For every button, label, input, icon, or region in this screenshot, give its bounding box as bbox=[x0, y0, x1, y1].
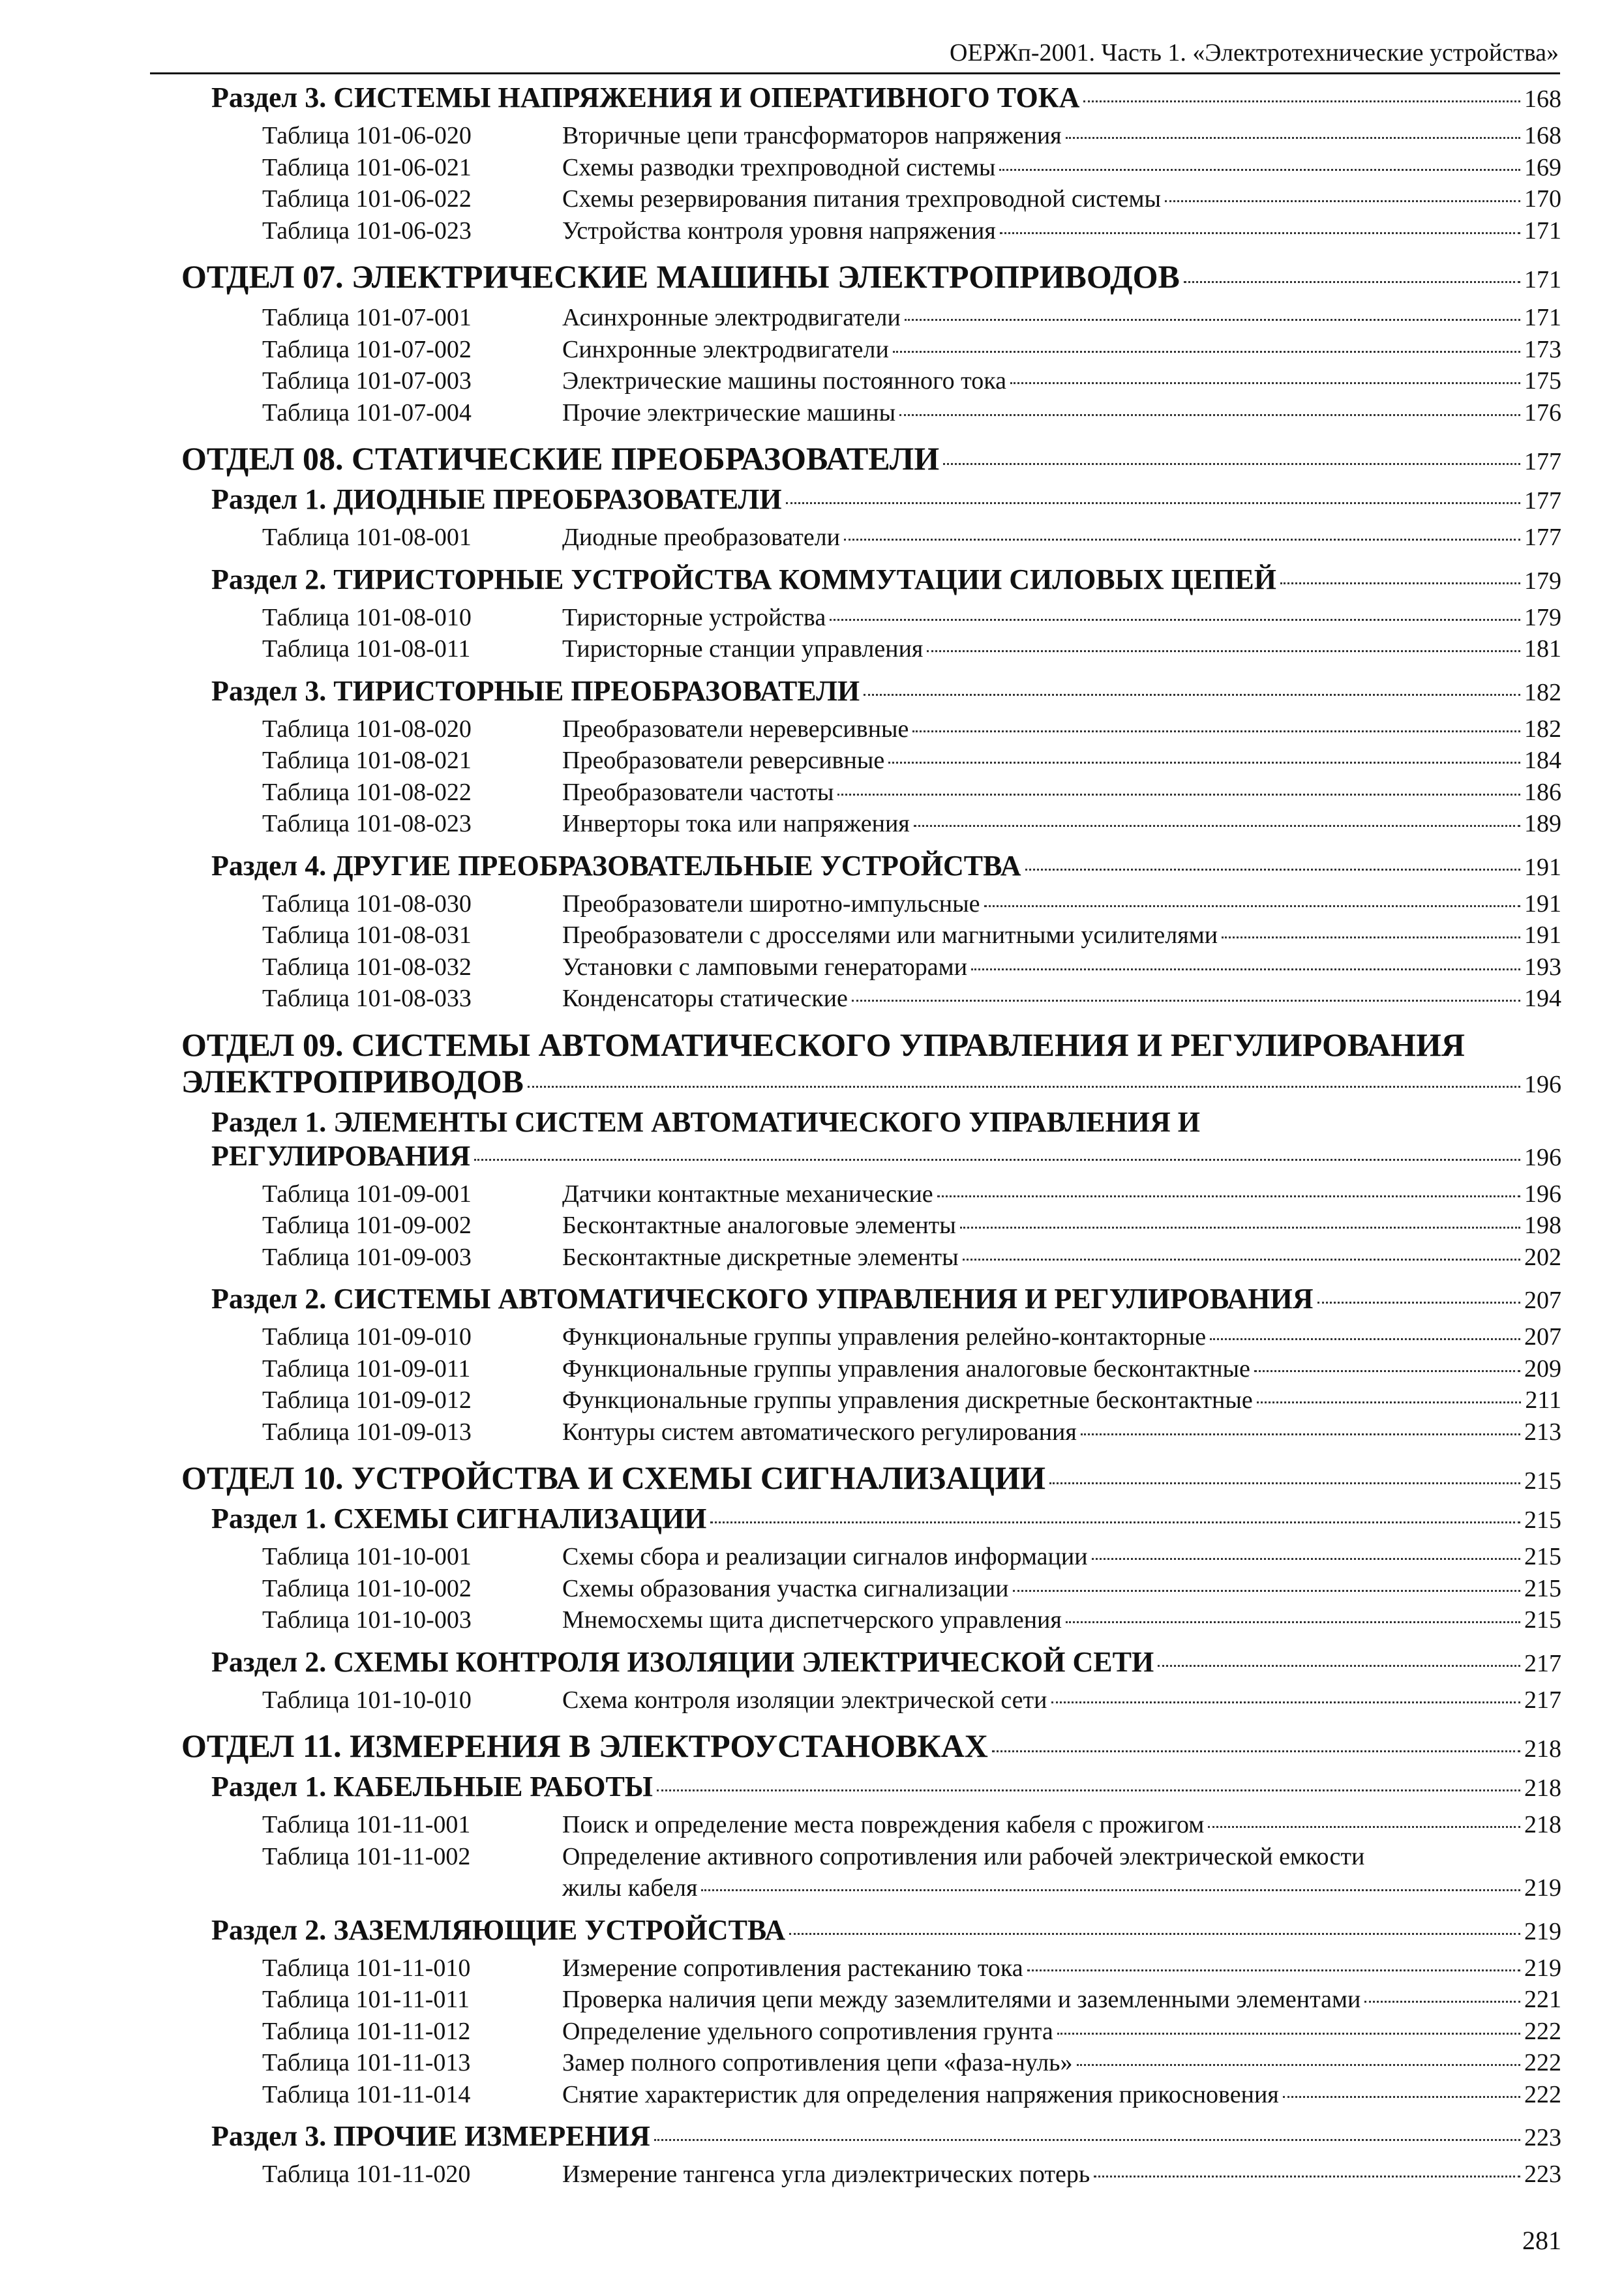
section-title: Раздел 2. СИСТЕМЫ АВТОМАТИЧЕСКОГО УПРАВЛЕНИЯ И РЕГУЛИРОВАНИЯ bbox=[211, 1283, 1314, 1315]
dot-leader bbox=[999, 169, 1520, 171]
table-code: Таблица 101-06-020 bbox=[262, 122, 472, 149]
table-title: Устройства контроля уровня напряжения bbox=[562, 217, 996, 245]
toc-table-entry[interactable] bbox=[181, 1541, 1561, 1573]
toc-table-entry[interactable] bbox=[181, 888, 1561, 920]
page-ref: 181 bbox=[1524, 635, 1561, 663]
dot-leader bbox=[1077, 2064, 1520, 2066]
table-code: Таблица 101-08-001 bbox=[262, 524, 472, 551]
dot-leader bbox=[937, 1195, 1520, 1197]
toc-table-entry[interactable] bbox=[181, 397, 1561, 429]
toc-table-entry[interactable] bbox=[181, 1604, 1561, 1636]
dot-leader bbox=[971, 968, 1520, 970]
page-ref: 213 bbox=[1524, 1418, 1561, 1446]
toc-department-entry[interactable] bbox=[181, 1728, 1561, 1767]
page-ref: 186 bbox=[1524, 778, 1561, 806]
toc-section-entry[interactable] bbox=[181, 1139, 1561, 1174]
toc-table-entry[interactable] bbox=[181, 1353, 1561, 1385]
dot-leader bbox=[1254, 1370, 1520, 1372]
table-title: Преобразователи нереверсивные bbox=[562, 715, 909, 743]
page-ref: 171 bbox=[1524, 304, 1561, 331]
table-title: Бесконтактные аналоговые элементы bbox=[562, 1212, 956, 1239]
section-title: Раздел 4. ДРУГИЕ ПРЕОБРАЗОВАТЕЛЬНЫЕ УСТРОЙСТВА bbox=[211, 849, 1021, 882]
table-code: Таблица 101-11-012 bbox=[262, 2017, 471, 2045]
dot-leader bbox=[1027, 1969, 1520, 1971]
table-title: Функциональные группы управления аналоговые бесконтактные bbox=[562, 1354, 1250, 1383]
dot-leader bbox=[963, 1259, 1520, 1261]
dot-leader bbox=[474, 1159, 1520, 1161]
dot-leader bbox=[789, 1933, 1520, 1935]
table-title: Тиристорные устройства bbox=[562, 603, 826, 631]
dot-leader bbox=[657, 1789, 1520, 1791]
section-title: Раздел 3. ТИРИСТОРНЫЕ ПРЕОБРАЗОВАТЕЛИ bbox=[211, 674, 860, 707]
toc-table-entry[interactable] bbox=[181, 777, 1561, 809]
page-ref: 218 bbox=[1524, 1735, 1561, 1763]
dot-leader bbox=[864, 694, 1520, 696]
dot-leader bbox=[1000, 232, 1520, 234]
toc-table-entry[interactable] bbox=[181, 1809, 1561, 1841]
department-title: ОТДЕЛ 11. ИЗМЕРЕНИЯ В ЭЛЕКТРОУСТАНОВКАХ bbox=[181, 1728, 988, 1764]
department-title: ОТДЕЛ 10. УСТРОЙСТВА И СХЕМЫ СИГНАЛИЗАЦИИ bbox=[181, 1459, 1045, 1496]
section-title: Раздел 2. ТИРИСТОРНЫЕ УСТРОЙСТВА КОММУТАЦИИ СИЛОВЫХ ЦЕПЕЙ bbox=[211, 563, 1276, 595]
table-code: Таблица 101-08-033 bbox=[262, 985, 472, 1012]
table-title: Схемы сбора и реализации сигналов информации bbox=[562, 1543, 1088, 1570]
section-title: Раздел 2. СХЕМЫ КОНТРОЛЯ ИЗОЛЯЦИИ ЭЛЕКТРИЧЕСКОЙ СЕТИ bbox=[211, 1645, 1154, 1678]
page-ref: 221 bbox=[1524, 1986, 1561, 2013]
toc-table-entry[interactable] bbox=[181, 1952, 1561, 1984]
table-code: Таблица 101-11-014 bbox=[262, 2080, 471, 2108]
toc-table-entry[interactable] bbox=[181, 365, 1561, 397]
table-title: Преобразователи широтно-импульсные bbox=[562, 890, 980, 918]
toc-department-entry[interactable] bbox=[181, 1459, 1561, 1499]
department-title: ОТДЕЛ 07. ЭЛЕКТРИЧЕСКИЕ МАШИНЫ ЭЛЕКТРОПРИВОДОВ bbox=[181, 258, 1180, 295]
table-title: Преобразователи с дросселями или магнитными усилителями bbox=[562, 921, 1218, 949]
page-ref: 211 bbox=[1525, 1386, 1561, 1414]
table-code: Таблица 101-10-001 bbox=[262, 1543, 472, 1570]
table-code: Таблица 101-11-001 bbox=[262, 1811, 471, 1838]
dot-leader bbox=[852, 1000, 1520, 1002]
toc-department-entry[interactable] bbox=[181, 440, 1561, 480]
toc-table-entry[interactable] bbox=[181, 1242, 1561, 1274]
toc-table-entry[interactable] bbox=[181, 1984, 1561, 2016]
toc-section-entry[interactable] bbox=[181, 1282, 1561, 1317]
table-code: Таблица 101-09-013 bbox=[262, 1418, 472, 1446]
table-title: Функциональные группы управления релейно-контакторные bbox=[562, 1323, 1207, 1351]
page-ref: 217 bbox=[1524, 1686, 1561, 1714]
section-title: Раздел 1. ДИОДНЫЕ ПРЕОБРАЗОВАТЕЛИ bbox=[211, 483, 782, 515]
toc-table-entry[interactable] bbox=[181, 2079, 1561, 2111]
toc-table-entry[interactable] bbox=[181, 302, 1561, 334]
page-ref: 179 bbox=[1524, 603, 1561, 631]
section-title: Раздел 3. СИСТЕМЫ НАПРЯЖЕНИЯ И ОПЕРАТИВНОГО ТОКА bbox=[211, 82, 1080, 113]
page-ref: 168 bbox=[1524, 122, 1561, 149]
table-title: Схемы разводки трехпроводной системы bbox=[562, 153, 996, 181]
page-ref: 170 bbox=[1524, 185, 1561, 213]
toc-table-entry[interactable] bbox=[181, 2047, 1561, 2079]
table-group bbox=[181, 884, 1561, 1015]
dot-leader bbox=[1094, 2176, 1520, 2177]
dot-leader bbox=[1010, 382, 1520, 384]
page-ref: 177 bbox=[1524, 487, 1561, 515]
page-ref: 207 bbox=[1524, 1323, 1561, 1351]
toc-table-entry[interactable] bbox=[181, 602, 1561, 634]
table-code: Таблица 101-09-012 bbox=[262, 1386, 472, 1414]
dot-leader bbox=[844, 539, 1520, 541]
toc-table-entry[interactable] bbox=[181, 808, 1561, 840]
dot-leader bbox=[1066, 137, 1520, 139]
toc-department-entry[interactable] bbox=[181, 258, 1561, 298]
dot-leader bbox=[1208, 1826, 1520, 1828]
table-code: Таблица 101-11-013 bbox=[262, 2049, 471, 2076]
table-title: Контуры систем автоматического регулирования bbox=[562, 1418, 1077, 1446]
page-ref: 189 bbox=[1524, 810, 1561, 837]
dot-leader bbox=[1081, 1433, 1520, 1435]
table-code: Таблица 101-09-003 bbox=[262, 1243, 472, 1271]
dot-leader bbox=[888, 762, 1520, 764]
table-group bbox=[181, 1174, 1561, 1274]
page-ref: 193 bbox=[1524, 953, 1561, 981]
page-ref: 207 bbox=[1524, 1287, 1561, 1314]
toc-section-entry[interactable] bbox=[181, 1645, 1561, 1681]
dot-leader bbox=[914, 825, 1520, 827]
table-code: Таблица 101-07-002 bbox=[262, 335, 472, 363]
dot-leader bbox=[960, 1227, 1520, 1229]
page-ref: 191 bbox=[1524, 921, 1561, 949]
toc-section-entry[interactable] bbox=[181, 849, 1561, 884]
page-ref: 202 bbox=[1524, 1243, 1561, 1271]
toc-department-entry[interactable] bbox=[181, 1063, 1561, 1103]
dot-leader bbox=[943, 463, 1520, 465]
table-title: Измерение сопротивления растеканию тока bbox=[562, 1954, 1023, 1982]
table-code: Таблица 101-11-011 bbox=[262, 1986, 470, 2013]
page-ref: 169 bbox=[1524, 153, 1561, 181]
section-title: Раздел 2. ЗАЗЕМЛЯЮЩИЕ УСТРОЙСТВА bbox=[211, 1913, 786, 1946]
table-code: Таблица 101-08-032 bbox=[262, 953, 472, 981]
table-title: Измерение тангенса угла диэлектрических потерь bbox=[562, 2161, 1090, 2188]
table-code: Таблица 101-06-021 bbox=[262, 153, 472, 181]
page-ref: 168 bbox=[1524, 85, 1561, 113]
section-title: Раздел 1. СХЕМЫ СИГНАЛИЗАЦИИ bbox=[211, 1503, 707, 1534]
page-ref: 191 bbox=[1524, 853, 1561, 881]
dot-leader bbox=[1283, 2096, 1520, 2098]
table-code: Таблица 101-11-010 bbox=[262, 1954, 471, 1982]
toc-section-entry[interactable] bbox=[181, 2119, 1561, 2155]
table-title: Диодные преобразователи bbox=[562, 524, 841, 551]
table-title: Установки с ламповыми генераторами bbox=[562, 953, 968, 981]
toc-section-entry[interactable] bbox=[181, 81, 1561, 116]
department-title: ОТДЕЛ 08. СТАТИЧЕСКИЕ ПРЕОБРАЗОВАТЕЛИ bbox=[181, 440, 940, 477]
table-code: Таблица 101-09-010 bbox=[262, 1323, 472, 1351]
table-code: Таблица 101-07-003 bbox=[262, 367, 472, 395]
toc-section-entry[interactable] bbox=[181, 1913, 1561, 1949]
toc-table-entry[interactable] bbox=[181, 1384, 1561, 1416]
table-title: Преобразователи частоты bbox=[562, 778, 834, 806]
toc-table-entry[interactable] bbox=[181, 713, 1561, 745]
dot-leader bbox=[1057, 2033, 1520, 2035]
dot-leader bbox=[1257, 1401, 1522, 1403]
table-title-line2: жилы кабеля bbox=[562, 1874, 698, 1902]
toc-table-entry[interactable] bbox=[181, 1684, 1561, 1716]
table-title: Функциональные группы управления дискретные бесконтактные bbox=[562, 1386, 1253, 1414]
toc-section-entry[interactable] bbox=[181, 1502, 1561, 1537]
toc-section-entry[interactable] bbox=[181, 483, 1561, 518]
table-code: Таблица 101-09-002 bbox=[262, 1212, 472, 1239]
page-ref: 219 bbox=[1524, 1917, 1561, 1945]
toc-section-entry[interactable] bbox=[181, 1770, 1561, 1805]
section-title-line1[interactable]: Раздел 1. ЭЛЕМЕНТЫ СИСТЕМ АВТОМАТИЧЕСКОГО УПРАВЛЕНИЯ И bbox=[211, 1105, 1201, 1138]
page-ref: 191 bbox=[1524, 890, 1561, 918]
table-title: Бесконтактные дискретные элементы bbox=[562, 1243, 959, 1271]
table-group bbox=[181, 1537, 1561, 1636]
table-code: Таблица 101-11-020 bbox=[262, 2161, 471, 2188]
dot-leader bbox=[1222, 936, 1520, 938]
table-title: Конденсаторы статические bbox=[562, 985, 848, 1012]
table-title: Определение удельного сопротивления грунта bbox=[562, 2017, 1053, 2045]
table-title: Датчики контактные механические bbox=[562, 1180, 933, 1208]
dot-leader bbox=[1364, 2001, 1520, 2003]
page-ref: 215 bbox=[1524, 1467, 1561, 1495]
table-title: Асинхронные электродвигатели bbox=[562, 304, 901, 331]
page-ref: 222 bbox=[1524, 2080, 1561, 2108]
toc-table-entry[interactable] bbox=[181, 745, 1561, 777]
table-group bbox=[181, 2155, 1561, 2191]
dot-leader bbox=[1317, 1302, 1521, 1304]
table-code: Таблица 101-08-021 bbox=[262, 747, 472, 774]
table-title: Синхронные электродвигатели bbox=[562, 335, 889, 363]
toc-table-entry[interactable] bbox=[181, 2159, 1561, 2191]
dot-leader bbox=[1013, 1590, 1520, 1592]
table-title: Преобразователи реверсивные bbox=[562, 747, 885, 774]
page-ref: 215 bbox=[1524, 1543, 1561, 1570]
page-ref: 219 bbox=[1524, 1954, 1561, 1982]
page-ref: 219 bbox=[1524, 1874, 1561, 1902]
page-ref: 217 bbox=[1524, 1649, 1561, 1677]
table-code: Таблица 101-08-031 bbox=[262, 921, 472, 949]
dot-leader bbox=[1210, 1338, 1520, 1340]
toc-table-entry[interactable] bbox=[181, 951, 1561, 983]
page-ref: 222 bbox=[1524, 2017, 1561, 2045]
section-title-line2: РЕГУЛИРОВАНИЯ bbox=[211, 1139, 471, 1172]
table-group bbox=[181, 1681, 1561, 1716]
table-group bbox=[181, 298, 1561, 428]
dot-leader bbox=[701, 1889, 1520, 1891]
dot-leader bbox=[912, 730, 1520, 732]
table-title: Замер полного сопротивления цепи «фаза-нуль» bbox=[562, 2049, 1073, 2076]
table-code: Таблица 101-07-001 bbox=[262, 304, 472, 331]
dot-leader bbox=[893, 351, 1520, 353]
page-ref: 173 bbox=[1524, 335, 1561, 363]
table-group bbox=[181, 1949, 1561, 2111]
dot-leader bbox=[786, 502, 1520, 504]
page-ref: 182 bbox=[1524, 715, 1561, 743]
dot-leader bbox=[1051, 1701, 1521, 1703]
toc-table-entry[interactable] bbox=[181, 1210, 1561, 1242]
table-code: Таблица 101-06-022 bbox=[262, 185, 472, 213]
dot-leader bbox=[1083, 100, 1520, 102]
table-title: Схемы образования участка сигнализации bbox=[562, 1574, 1009, 1602]
toc-section-entry[interactable] bbox=[181, 563, 1561, 598]
table-group bbox=[181, 518, 1561, 554]
page-ref: 222 bbox=[1524, 2049, 1561, 2076]
page-ref: 223 bbox=[1524, 2124, 1561, 2151]
section-title: Раздел 1. КАБЕЛЬНЫЕ РАБОТЫ bbox=[211, 1771, 654, 1803]
page-ref: 218 bbox=[1524, 1811, 1561, 1838]
dot-leader bbox=[984, 905, 1520, 907]
toc-table-entry[interactable] bbox=[181, 215, 1561, 247]
table-title: Снятие характеристик для определения напряжения прикосновения bbox=[562, 2080, 1279, 2108]
toc-table-entry[interactable] bbox=[181, 1573, 1561, 1605]
toc-table-entry[interactable] bbox=[181, 1321, 1561, 1353]
dot-leader bbox=[1049, 1482, 1520, 1484]
toc-section-entry[interactable] bbox=[181, 674, 1561, 710]
table-code: Таблица 101-08-010 bbox=[262, 603, 472, 631]
page-ref: 215 bbox=[1524, 1574, 1561, 1602]
table-title: Схема контроля изоляции электрической сети bbox=[562, 1686, 1047, 1714]
page-ref: 171 bbox=[1524, 266, 1561, 293]
dot-leader bbox=[992, 1750, 1520, 1752]
table-title: Тиристорные станции управления bbox=[562, 635, 924, 663]
table-code: Таблица 101-08-023 bbox=[262, 810, 472, 837]
page-ref: 196 bbox=[1524, 1180, 1561, 1208]
dot-leader bbox=[837, 794, 1520, 796]
toc-table-entry-line1[interactable] bbox=[181, 1841, 1561, 1873]
toc-table-entry[interactable] bbox=[181, 1178, 1561, 1210]
toc-table-entry[interactable] bbox=[181, 920, 1561, 951]
page-number: 281 bbox=[1522, 2226, 1561, 2255]
table-code: Таблица 101-11-002 bbox=[262, 1842, 471, 1870]
table-code: Таблица 101-08-030 bbox=[262, 890, 472, 918]
table-code: Таблица 101-07-004 bbox=[262, 398, 472, 426]
page-ref: 194 bbox=[1524, 985, 1561, 1012]
dot-leader bbox=[1280, 582, 1520, 584]
department-title-line1[interactable]: ОТДЕЛ 09. СИСТЕМЫ АВТОМАТИЧЕСКОГО УПРАВЛЕНИЯ И РЕГУЛИРОВАНИЯ bbox=[181, 1026, 1466, 1063]
dot-leader bbox=[654, 2139, 1520, 2141]
page-ref: 175 bbox=[1524, 367, 1561, 395]
section-title: Раздел 3. ПРОЧИЕ ИЗМЕРЕНИЯ bbox=[211, 2120, 650, 2152]
toc-table-entry[interactable] bbox=[181, 522, 1561, 554]
table-code: Таблица 101-10-002 bbox=[262, 1574, 472, 1602]
table-title-line1: Определение активного сопротивления или рабочей электрической емкости bbox=[562, 1842, 1365, 1870]
toc-table-entry[interactable] bbox=[181, 633, 1561, 665]
dot-leader bbox=[1066, 1621, 1520, 1623]
toc-table-entry[interactable] bbox=[181, 334, 1561, 366]
page-ref: 171 bbox=[1524, 217, 1561, 245]
table-group bbox=[181, 1317, 1561, 1448]
page-ref: 182 bbox=[1524, 678, 1561, 706]
table-group bbox=[181, 116, 1561, 247]
dot-leader bbox=[927, 650, 1520, 652]
page-ref: 215 bbox=[1524, 1606, 1561, 1634]
table-title: Схемы резервирования питания трехпроводной системы bbox=[562, 185, 1162, 213]
dot-leader bbox=[899, 414, 1520, 416]
page-ref: 184 bbox=[1524, 747, 1561, 774]
page-ref: 218 bbox=[1524, 1774, 1561, 1802]
running-header: ОЕРЖп-2001. Часть 1. «Электротехнические устройства» bbox=[950, 39, 1559, 67]
toc-table-entry[interactable] bbox=[181, 2016, 1561, 2048]
page-ref: 179 bbox=[1524, 567, 1561, 595]
table-code: Таблица 101-06-023 bbox=[262, 217, 472, 245]
page-ref: 177 bbox=[1524, 524, 1561, 551]
table-code: Таблица 101-08-022 bbox=[262, 778, 472, 806]
dot-leader bbox=[1092, 1558, 1520, 1560]
department-title-line2: ЭЛЕКТРОПРИВОДОВ bbox=[181, 1062, 524, 1100]
dot-leader bbox=[1165, 200, 1520, 202]
table-title: Инверторы тока или напряжения bbox=[562, 810, 910, 837]
table-code: Таблица 101-09-001 bbox=[262, 1180, 472, 1208]
dot-leader bbox=[1184, 281, 1520, 283]
table-code: Таблица 101-09-011 bbox=[262, 1354, 471, 1383]
page-ref: 196 bbox=[1524, 1070, 1561, 1098]
table-code: Таблица 101-10-010 bbox=[262, 1686, 472, 1714]
toc-table-entry-line2[interactable] bbox=[181, 1872, 1561, 1904]
dot-leader bbox=[1025, 869, 1521, 871]
dot-leader bbox=[710, 1521, 1520, 1523]
dot-leader bbox=[830, 619, 1520, 621]
table-title: Вторичные цепи трансформаторов напряжения bbox=[562, 122, 1062, 149]
table-code: Таблица 101-10-003 bbox=[262, 1606, 472, 1634]
toc-table-entry[interactable] bbox=[181, 152, 1561, 184]
table-title: Прочие электрические машины bbox=[562, 398, 896, 426]
table-code: Таблица 101-08-011 bbox=[262, 635, 471, 663]
page-ref: 177 bbox=[1524, 448, 1561, 475]
page-ref: 215 bbox=[1524, 1506, 1561, 1534]
table-title: Мнемосхемы щита диспетчерского управления bbox=[562, 1606, 1062, 1634]
dot-leader bbox=[1158, 1665, 1520, 1667]
table-title: Поиск и определение места повреждения кабеля с прожигом bbox=[562, 1811, 1205, 1838]
toc-table-entry[interactable] bbox=[181, 120, 1561, 152]
header-rule bbox=[150, 72, 1560, 74]
table-group bbox=[181, 710, 1561, 840]
table-group bbox=[181, 598, 1561, 665]
toc-table-entry[interactable] bbox=[181, 1416, 1561, 1448]
table-title: Электрические машины постоянного тока bbox=[562, 367, 1007, 395]
page-ref: 198 bbox=[1524, 1212, 1561, 1239]
dot-leader bbox=[905, 319, 1520, 321]
toc-table-entry[interactable] bbox=[181, 983, 1561, 1015]
table-of-contents bbox=[181, 78, 1561, 2191]
dot-leader bbox=[528, 1086, 1520, 1088]
page-ref: 176 bbox=[1524, 398, 1561, 426]
page-ref: 209 bbox=[1524, 1354, 1561, 1383]
page-ref: 196 bbox=[1524, 1143, 1561, 1171]
table-code: Таблица 101-08-020 bbox=[262, 715, 472, 743]
page-ref: 223 bbox=[1524, 2161, 1561, 2188]
table-title: Проверка наличия цепи между заземлителями и заземленными элементами bbox=[562, 1986, 1361, 2013]
toc-table-entry[interactable] bbox=[181, 183, 1561, 215]
